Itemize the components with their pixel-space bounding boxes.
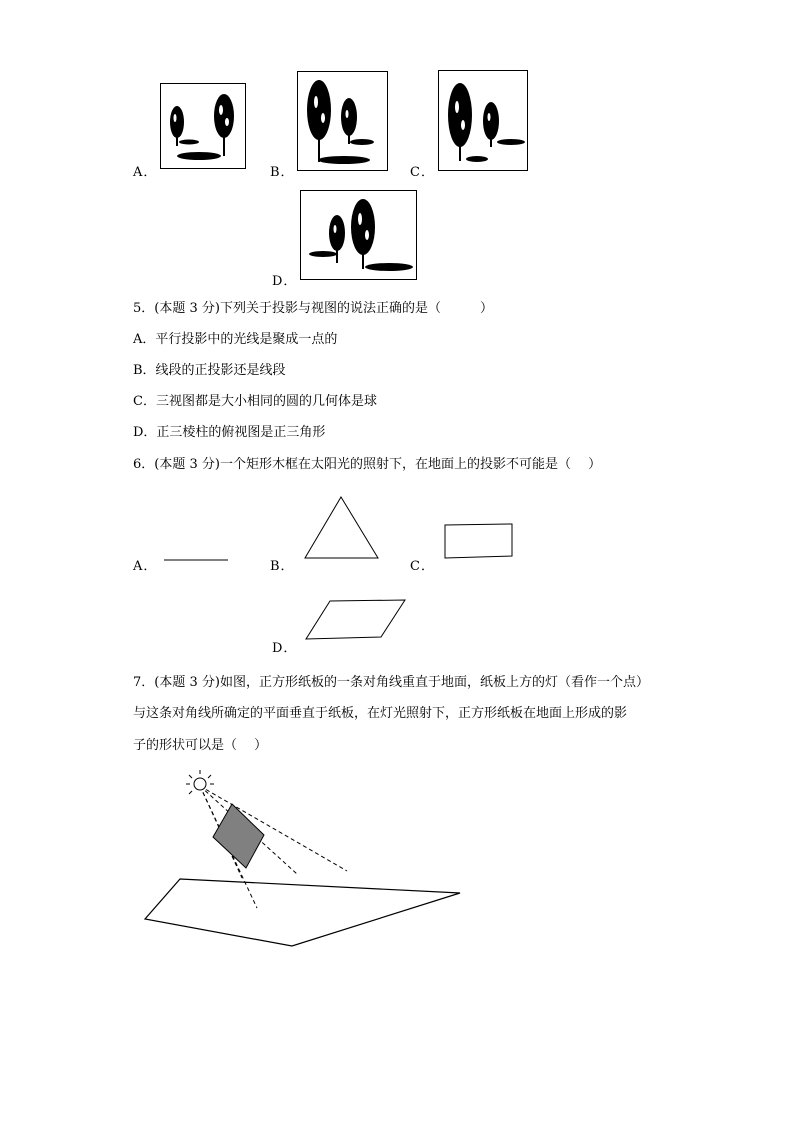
light-rays [200,786,347,908]
q5-option-a[interactable]: A．平行投影中的光线是聚成一点的 [133,332,338,347]
q6-option-b-label[interactable]: B． [270,559,295,574]
q5-option-c[interactable]: C．三视图都是大小相同的圆的几何体是球 [133,394,377,409]
q6-option-d-label[interactable]: D． [272,641,298,656]
triangle-icon [303,495,381,561]
trees-icon [298,72,389,172]
q6-option-c-label[interactable]: C． [410,559,435,574]
option-d-label[interactable]: D． [272,274,298,289]
option-c-label[interactable]: C． [410,165,435,180]
question-6-stem: 6．(本题 3 分)一个矩形木框在太阳光的照射下，在地面上的投影不可能是（ ） [133,457,602,472]
question-7-stem-line-1: 7．(本题 3 分)如图，正方形纸板的一条对角线重直于地面，纸板上方的灯（看作一个点） [133,675,649,690]
q5-option-b[interactable]: B．线段的正投影还是线段 [133,363,286,378]
parallelogram-icon [303,598,409,642]
option-b-label[interactable]: B． [270,165,295,180]
line-segment-icon [163,555,229,565]
option-a-picture [160,83,246,169]
option-a-label[interactable]: A． [133,165,158,180]
lamp-icon [186,770,214,794]
question-5-stem: 5．(本题 3 分)下列关于投影与视图的说法正确的是（ ） [133,301,493,316]
trees-icon [439,71,529,172]
option-d-picture [300,190,417,280]
option-c-picture [438,70,528,171]
q5-option-d[interactable]: D．正三棱柱的俯视图是正三角形 [133,425,326,440]
square-board [213,804,264,868]
option-b-picture [297,71,388,171]
light-projection-figure [140,770,470,952]
question-7-stem-line-2: 与这条对角线所确定的平面垂直于纸板，在灯光照射下，正方形纸板在地面上形成的影 [133,706,628,721]
trees-icon [301,191,418,281]
q6-option-a-label[interactable]: A． [133,559,158,574]
rectangle-icon [442,522,516,562]
trees-icon [161,84,247,170]
ground-plane [145,879,460,946]
question-7-stem-line-3: 子的形状可以是（ ） [133,738,268,753]
